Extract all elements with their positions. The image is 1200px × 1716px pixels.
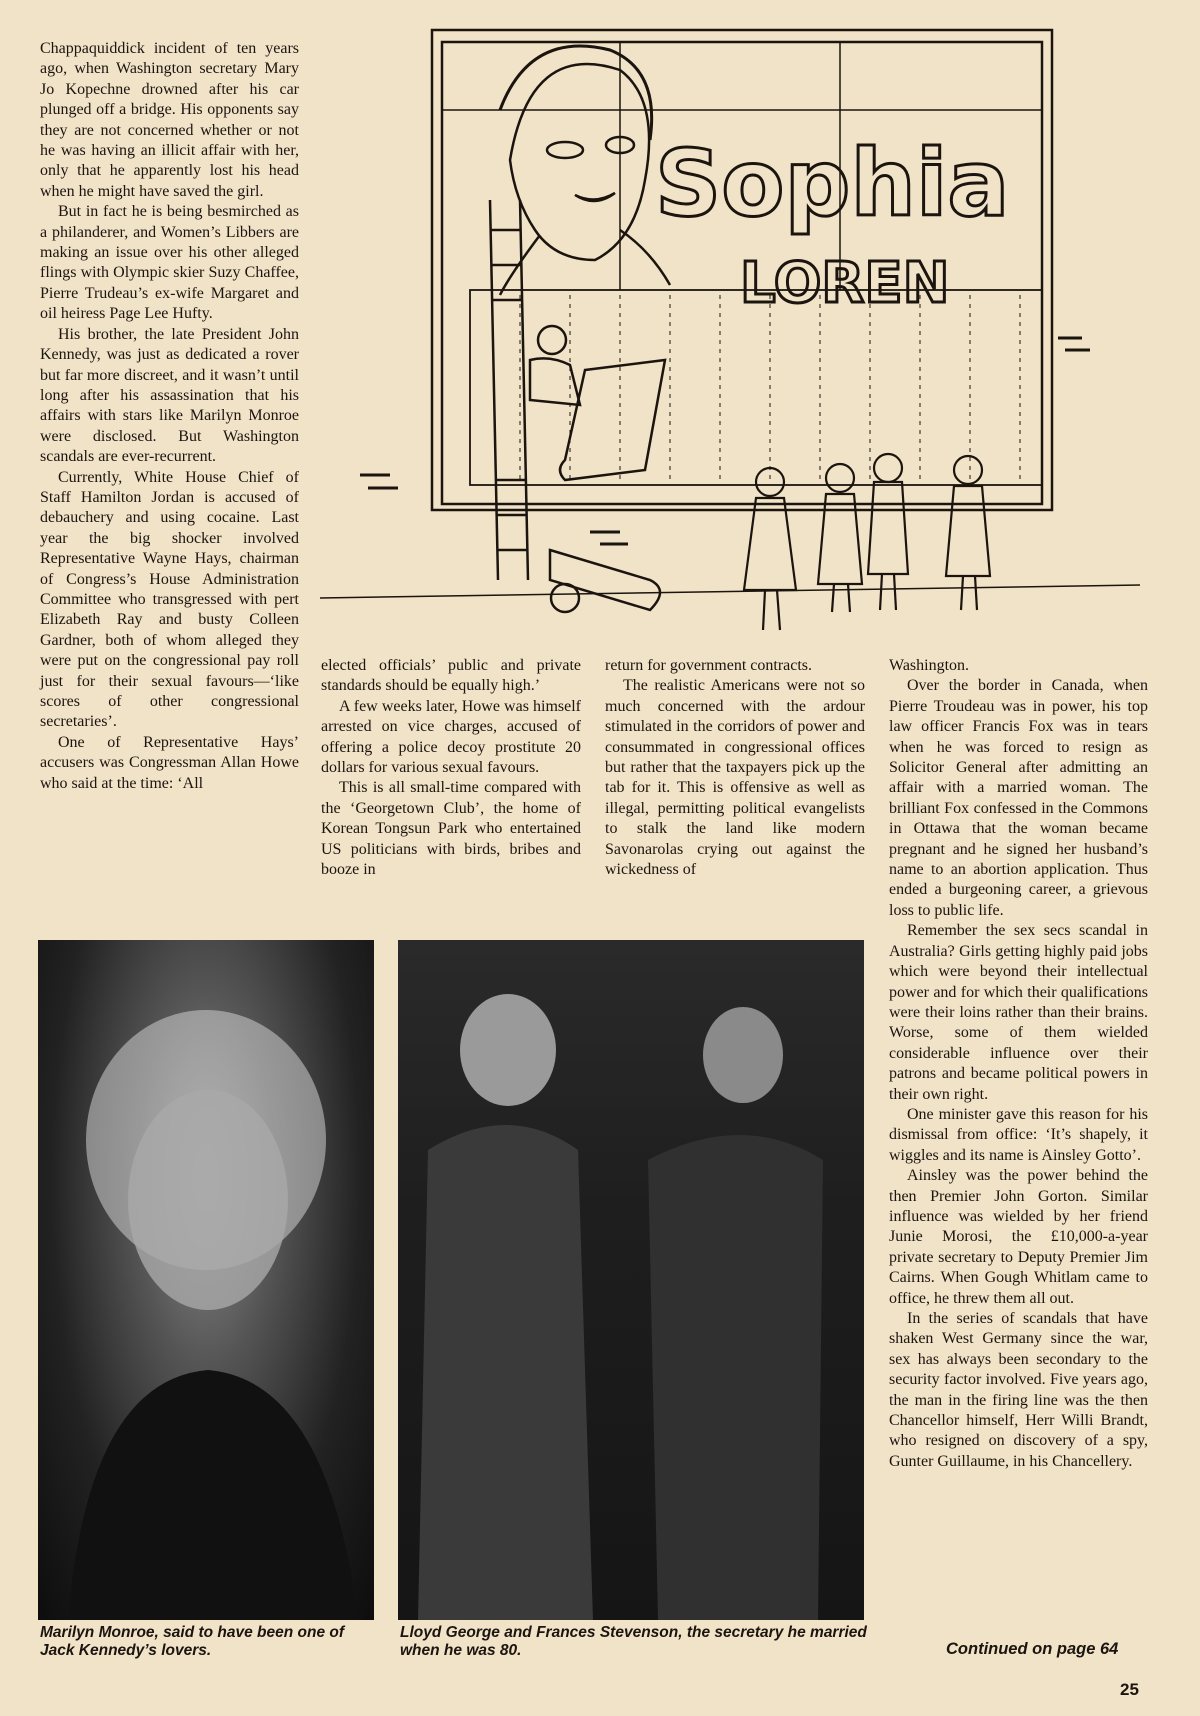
monroe-silhouette	[38, 940, 374, 1620]
lloyd-george-caption: Lloyd George and Frances Stevenson, the secretary he married when he was 80.	[400, 1624, 867, 1659]
article-column-3	[605, 656, 865, 880]
article-paragraph: Currently, White House Chief of Staff Hamilton Jordan is accused of debauchery and using cocaine. Last year the big shocker involved Representative Wayne Hays, chairman of Congress’s House Administration Committee who transgressed with pert Elizabeth Ray and busty Colleen Gardner, both of whom alleged they were put on the congressional pay roll just for their sexual favours—‘like scores of other congressional secretaries’.	[40, 468, 299, 731]
cartoon-illustration	[320, 20, 1150, 640]
article-paragraph: Remember the sex secs scandal in Australia? Girls getting highly paid jobs which were beyond their intellectual power and for which their qualifications were their loins rather than their brains. Worse, some of them wielded considerable influence over their patrons and became political powers in their own right.	[889, 922, 1148, 1103]
billboard-lettering-partial: LOREN	[740, 251, 950, 316]
article-paragraph: This is all small-time compared with the ‘Georgetown Club’, the home of Korean Tongsun Park who entertained US politicians with birds, bribes and booze in	[321, 779, 581, 879]
article-paragraph: A few weeks later, Howe was himself arrested on vice charges, accused of offering a police decoy prostitute 20 dollars for various sexual favours.	[321, 697, 581, 777]
monroe-photo	[38, 940, 374, 1620]
article-column-4	[889, 656, 1148, 1472]
article-paragraph: Ainsley was the power behind the then Premier John Gorton. Similar influence was wielded by her friend Junie Morosi, the £10,000-a-year private secretary to Deputy Premier Jim Cairns. When Gough Whitlam came to office, he threw them all out.	[889, 1167, 1148, 1307]
article-column-2	[321, 656, 581, 880]
article-paragraph: One of Representative Hays’ accusers was Congressman Allan Howe who said at the time: ‘All	[40, 733, 299, 792]
article-paragraph: But in fact he is being besmirched as a philanderer, and Women’s Libbers are making an issue over his other alleged flings with Olympic skier Suzy Chaffee, Pierre Trudeau’s ex-wife Margaret and oil heiress Page Lee Hufty.	[40, 203, 299, 323]
article-paragraph: Chappaquiddick incident of ten years ago, when Washington secretary Mary Jo Kopechne drowned after his car plunged off a bridge. His opponents say they are not concerned whether or not he was having an illicit affair with her, only that he apparently lost his head when he might have saved the girl.	[40, 40, 299, 200]
billposter-head	[538, 326, 566, 354]
ladder-drawing	[490, 200, 528, 580]
monroe-caption: Marilyn Monroe, said to have been one of Jack Kennedy’s lovers.	[40, 1624, 345, 1659]
woman-face	[510, 64, 649, 260]
article-paragraph: In the series of scandals that have shaken West Germany since the war, sex has always been secondary to the security factor involved. Five years ago, the man in the firing line was the then Chancellor himself, Herr Willi Brandt, who resigned on discovery of a spy, Gunter Guillaume, in his Chancellery.	[889, 1310, 1148, 1470]
article-column-1	[40, 39, 299, 794]
poster-sheet	[560, 360, 665, 480]
couple-silhouette	[398, 940, 864, 1620]
article-paragraph: His brother, the late President John Kennedy, was just as dedicated a rover but far more discreet, and it wasn’t until long after his assassination that his affairs with stars like Marilyn Monroe were disclosed. But Washington scandals are ever-recurrent.	[40, 325, 299, 466]
article-paragraph: Over the border in Canada, when Pierre Troudeau was in power, his top law officer Francis Fox was in tears when he was forced to resign as Solicitor General after admitting an affair with a married woman. The brilliant Fox confessed in the Commons in Ottawa that the woman became pregnant and he signed her husband’s name to an abortion application. Thus ended a burgeoning career, a grievous loss to public life.	[889, 677, 1148, 919]
article-paragraph: elected officials’ public and private standards should be equally high.’	[321, 657, 581, 695]
billboard-lettering: Sophia	[655, 130, 1010, 237]
continued-note: Continued on page 64	[946, 1640, 1119, 1658]
page-number: 25	[1120, 1680, 1139, 1699]
lloyd-george-photo	[398, 940, 864, 1620]
article-paragraph: One minister gave this reason for his dismissal from office: ‘It’s shapely, it wiggles and its name is Ainsley Gotto’.	[889, 1105, 1148, 1164]
article-paragraph: return for government contracts.	[605, 657, 813, 674]
onlooker-figures	[744, 454, 990, 630]
article-paragraph: The realistic Americans were not so much concerned with the ardour stimulated in the corridors of power and consummated in congressional offices but rather that the taxpayers pick up the tab for it. This is offensive as well as illegal, permitting political evangelists to stalk the land like modern Savonarolas crying out against the wickedness of	[605, 677, 865, 879]
article-paragraph: Washington.	[889, 657, 970, 674]
